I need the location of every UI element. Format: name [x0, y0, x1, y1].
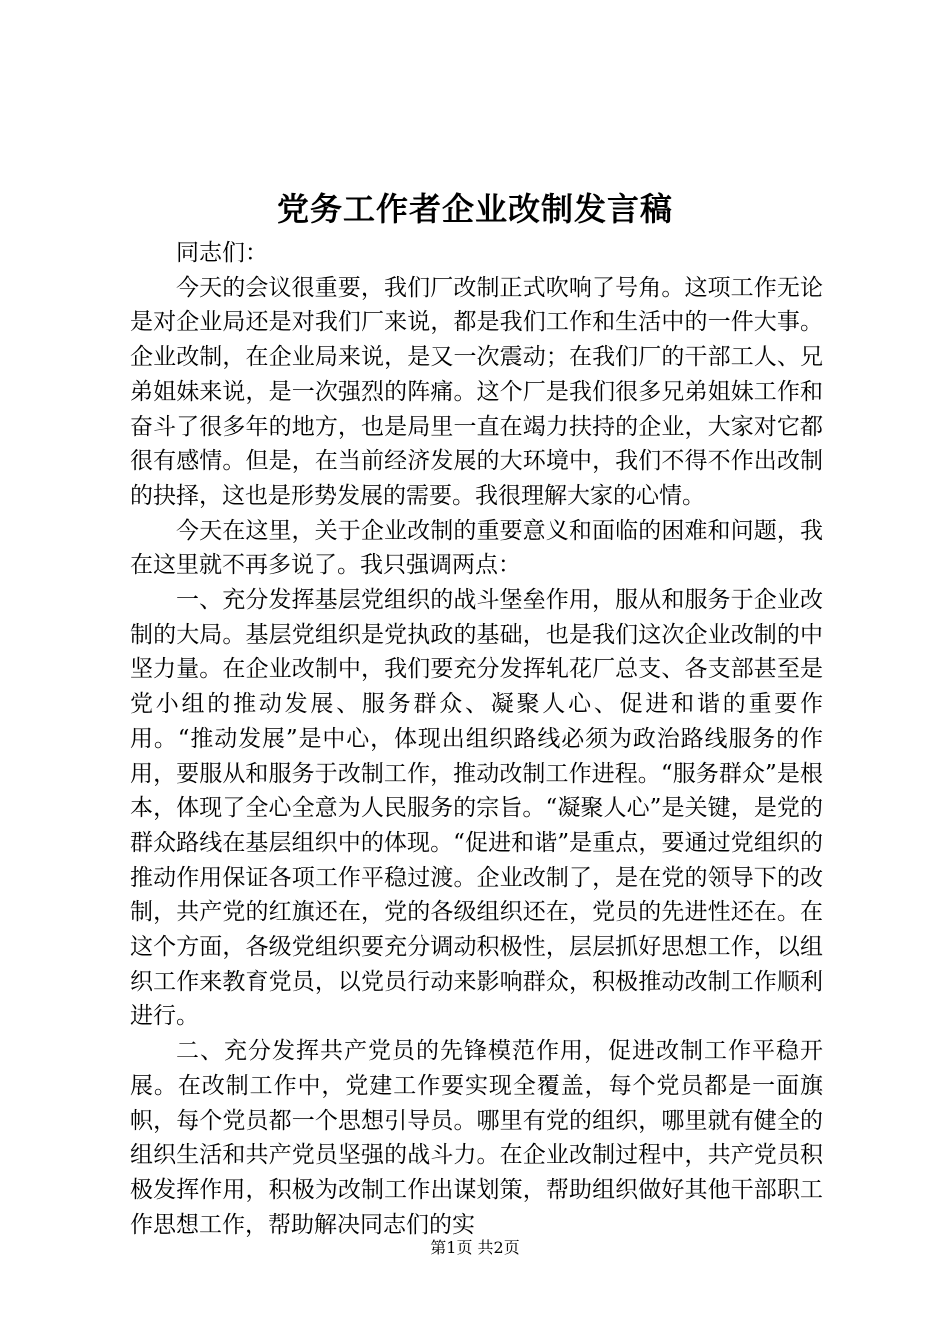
document-title: 党务工作者企业改制发言稿	[276, 190, 673, 228]
body-paragraph-1: 今天的会议很重要，我们厂改制正式吹响了号角。这项工作无论是对企业局还是对我们厂来说，都是我们工作和生活中的一件大事。企业改制，在企业局来说，是又一次震动；在我们厂的干部工人、兄弟姐妹来说，是一次强烈的阵痛。这个厂是我们很多兄弟姐妹工作和奋斗了很多年的地方，也是局里一直在竭力扶持的企业，大家对它都很有感情。但是，在当前经济发展的大环境中，我们不得不作出改制的抉择，这也是形势发展的需要。我很理解大家的心情。	[130, 274, 823, 509]
salutation-paragraph: 同志们：	[176, 240, 268, 266]
document-body	[130, 236, 823, 1242]
body-paragraph-2: 今天在这里，关于企业改制的重要意义和面临的困难和问题，我在这里就不再多说了。我只强调两点：	[130, 517, 823, 579]
body-paragraph-3: 一、充分发挥基层党组织的战斗堡垒作用，服从和服务于企业改制的大局。基层党组织是党执政的基础，也是我们这次企业改制的中坚力量。在企业改制中，我们要充分发挥轧花厂总支、各支部甚至是党小组的推动发展、服务群众、凝聚人心、促进和谐的重要作用。“推动发展”是中心，体现出组织路线必须为政治路线服务的作用，要服从和服务于改制工作，推动改制工作进程。“服务群众”是根本，体现了全心全意为人民服务的宗旨。“凝聚人心”是关键，是党的群众路线在基层组织中的体现。“促进和谐”是重点，要通过党组织的推动作用保证各项工作平稳过渡。企业改制了，是在党的领导下的改制，共产党的红旗还在，党的各级组织还在，党员的先进性还在。在这个方面，各级党组织要充分调动积极性，层层抓好思想工作，以组织工作来教育党员，以党员行动来影响群众，积极推动改制工作顺利进行。	[130, 587, 823, 1030]
page-number-footer: 第1页 共2页	[430, 1238, 520, 1257]
body-paragraph-4: 二、充分发挥共产党员的先锋模范作用，促进改制工作平稳开展。在改制工作中，党建工作要实现全覆盖，每个党员都是一面旗帜，每个党员都一个思想引导员。哪里有党的组织，哪里就有健全的组织生活和共产党员坚强的战斗力。在企业改制过程中，共产党员积极发挥作用，积极为改制工作出谋划策，帮助组织做好其他干部职工作思想工作，帮助解决同志们的实	[130, 1038, 823, 1238]
